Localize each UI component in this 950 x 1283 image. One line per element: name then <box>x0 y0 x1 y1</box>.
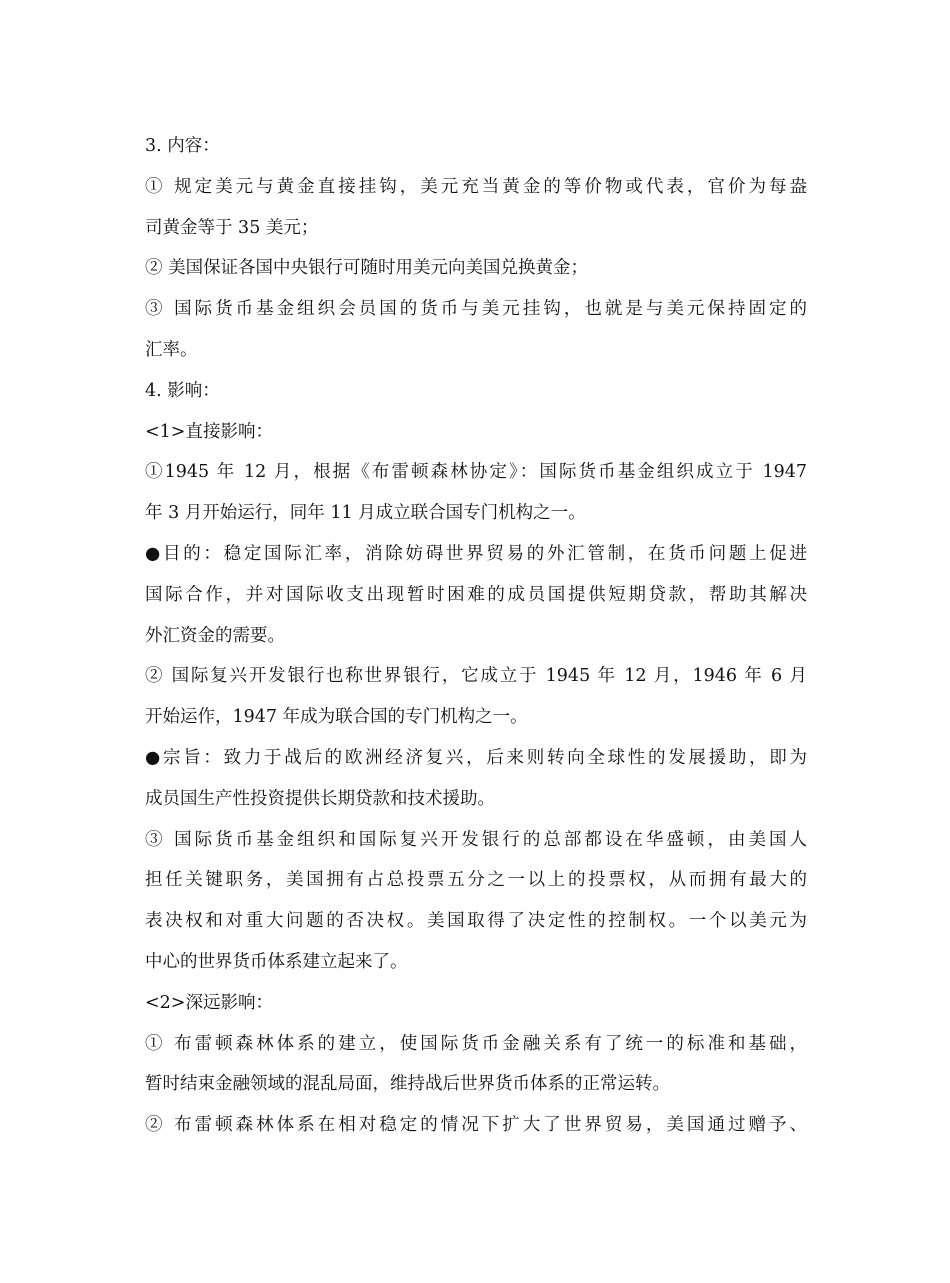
paragraph-line: ② 布雷顿森林体系在相对稳定的情况下扩大了世界贸易，美国通过赠予、 <box>145 1115 807 1136</box>
subheading-long-term-impact: <2>深远影响： <box>145 992 273 1013</box>
paragraph-line: 年 3 月开始运行，同年 11 月成立联合国专门机构之一。 <box>145 503 586 524</box>
heading-content: 3. 内容： <box>145 136 220 156</box>
paragraph-line: ② 美国保证各国中央银行可随时用美元向美国兑换黄金； <box>145 258 589 279</box>
paragraph-line: 表决权和对重大问题的否决权。美国取得了决定性的控制权。一个以美元为 <box>145 911 807 932</box>
paragraph-line: 国际合作，并对国际收支出现暂时困难的成员国提供短期贷款，帮助其解决 <box>145 584 807 605</box>
paragraph-line: ●宗旨：致力于战后的欧洲经济复兴，后来则转向全球性的发展援助，即为 <box>145 747 807 768</box>
paragraph-line: ① 布雷顿森林体系的建立，使国际货币金融关系有了统一的标准和基础， <box>145 1033 807 1054</box>
paragraph-line: ①1945 年 12 月，根据《布雷顿森林协定》：国际货币基金组织成立于 1947 <box>145 462 807 483</box>
paragraph-line: 成员国生产性投资提供长期贷款和技术援助。 <box>145 788 495 809</box>
paragraph-line: ●目的：稳定国际汇率，消除妨碍世界贸易的外汇管制，在货币问题上促进 <box>145 543 807 564</box>
paragraph-line: 暂时结束金融领域的混乱局面，维持战后世界货币体系的正常运转。 <box>145 1074 670 1095</box>
paragraph-line: 中心的世界货币体系建立起来了。 <box>145 951 408 972</box>
subheading-direct-impact: <1>直接影响： <box>145 421 273 442</box>
paragraph-line: 汇率。 <box>145 339 198 360</box>
paragraph-line: 外汇资金的需要。 <box>145 625 285 646</box>
document-page <box>145 126 807 1146</box>
paragraph-line: 担任关键职务，美国拥有占总投票五分之一以上的投票权，从而拥有最大的 <box>145 870 807 891</box>
paragraph-line: 司黄金等于 35 美元； <box>145 217 319 238</box>
paragraph-line: 开始运作，1947 年成为联合国的专门机构之一。 <box>145 707 528 728</box>
paragraph-line: ③ 国际货币基金组织会员国的货币与美元挂钩，也就是与美元保持固定的 <box>145 299 807 320</box>
paragraph-line: ③ 国际货币基金组织和国际复兴开发银行的总部都设在华盛顿，由美国人 <box>145 829 807 850</box>
heading-impact: 4. 影响： <box>145 380 220 401</box>
paragraph-line: ① 规定美元与黄金直接挂钩，美元充当黄金的等价物或代表，官价为每盎 <box>145 176 807 197</box>
paragraph-line: ② 国际复兴开发银行也称世界银行，它成立于 1945 年 12 月，1946 年 6 月 <box>145 666 807 687</box>
